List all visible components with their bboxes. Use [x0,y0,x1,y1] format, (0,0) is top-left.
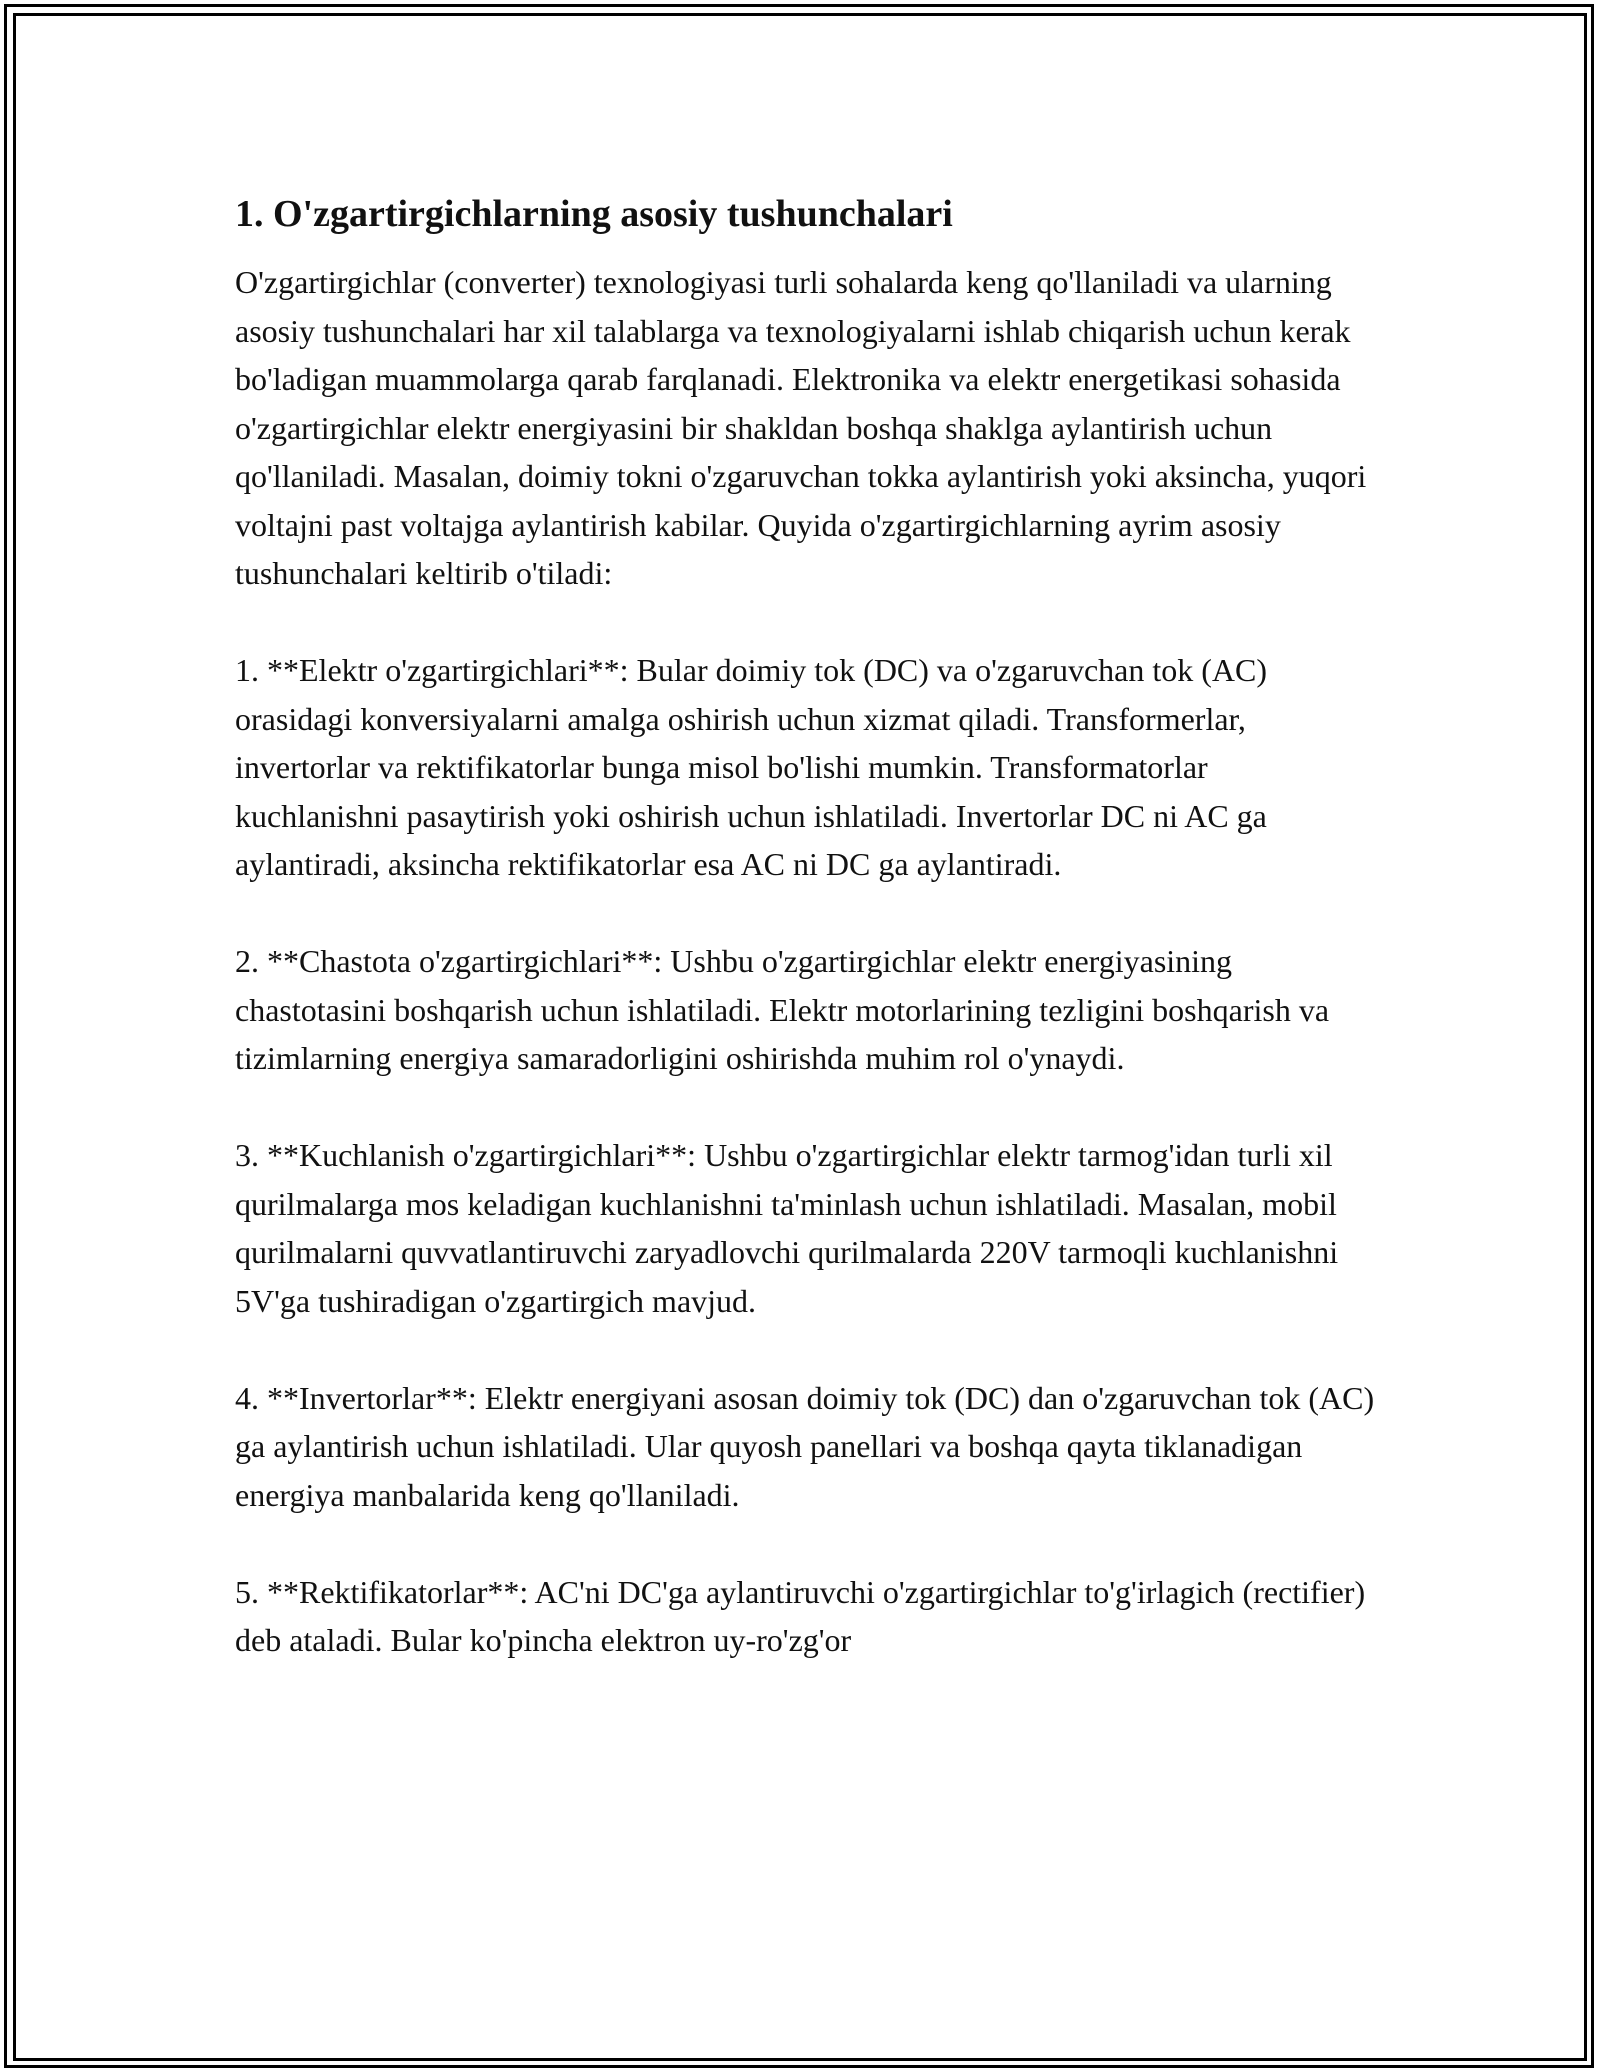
list-item-inverters: 4. **Invertorlar**: Elektr energiyani asosan doimiy tok (DC) dan o'zgaruvchan tok (AC) ga aylantirish uchun ishlatiladi. Ular quyosh panellari va boshqa qayta tiklanadigan energiya manbalarida keng qo'llaniladi. [235,1379,1375,1513]
document-body [235,188,1375,1713]
section-heading: 1. O'zgartirgichlarning asosiy tushunchalari [235,193,953,235]
intro-paragraph: O'zgartirgichlar (converter) texnologiyasi turli sohalarda keng qo'llaniladi va ularning asosiy tushunchalari har xil talablarga va texnologiyalarni ishlab chiqarish uchun kerak bo'ladigan muammolarga qarab farqlanadi. Elektronika va elektr energetikasi sohasida o'zgartirgichlar elektr energiyasini bir shakldan boshqa shaklga aylantirish uchun qo'llaniladi. Masalan, doimiy tokni o'zgaruvchan tokka aylantirish yoki aksincha, yuqori voltajni past voltajga aylantirish kabilar. Quyida o'zgartirgichlarning ayrim asosiy tushunchalari keltirib o'tiladi: [235,264,1367,591]
list-item-electric-converters: 1. **Elektr o'zgartirgichlari**: Bular doimiy tok (DC) va o'zgaruvchan tok (AC) orasidagi konversiyalarni amalga oshirish uchun xizmat qiladi. Transformerlar, invertorlar va rektifikatorlar bunga misol bo'lishi mumkin. Transformatorlar kuchlanishni pasaytirish yoki oshirish uchun ishlatiladi. Invertorlar DC ni AC ga aylantiradi, aksincha rektifikatorlar esa AC ni DC ga aylantiradi. [235,652,1268,882]
list-item-voltage-converters: 3. **Kuchlanish o'zgartirgichlari**: Ushbu o'zgartirgichlar elektr tarmog'idan turli xil qurilmalarga mos keladigan kuchlanishni ta'minlash uchun ishlatiladi. Masalan, mobil qurilmalarni quvvatlantiruvchi zaryadlovchi qurilmalarda 220V tarmoqli kuchlanishni 5V'ga tushiradigan o'zgartirgich mavjud. [235,1137,1339,1319]
list-item-rectifiers: 5. **Rektifikatorlar**: AC'ni DC'ga aylantiruvchi o'zgartirgichlar to'g'irlagich (rectifier) deb ataladi. Bular ko'pincha elektron uy-ro'zg'or [235,1573,1366,1658]
list-item-frequency-converters: 2. **Chastota o'zgartirgichlari**: Ushbu o'zgartirgichlar elektr energiyasining chastotasini boshqarish uchun ishlatiladi. Elektr motorlarining tezligini boshqarish va tizimlarning energiya samaradorligini oshirishda muhim rol o'ynaydi. [235,943,1330,1076]
